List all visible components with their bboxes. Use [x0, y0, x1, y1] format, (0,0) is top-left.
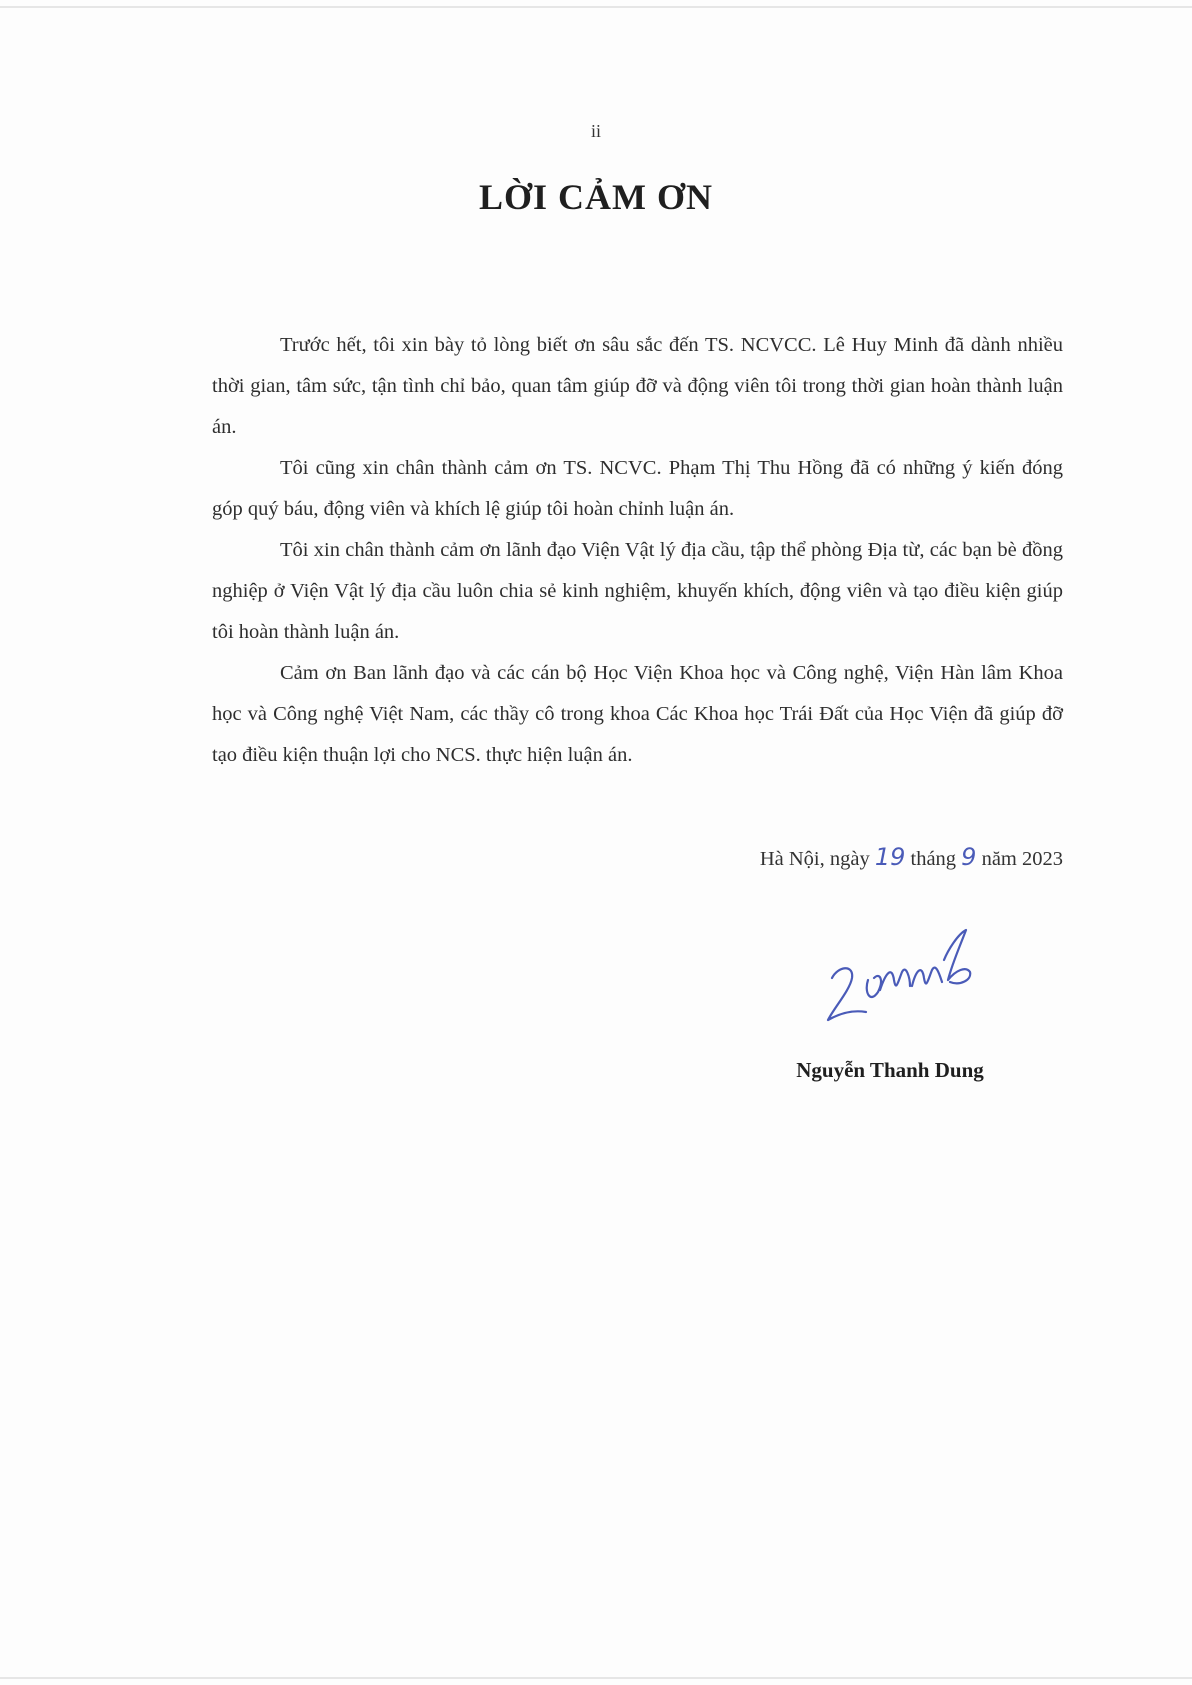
date-year: năm 2023 [981, 848, 1063, 870]
page-number: ii [590, 121, 601, 141]
scan-edge-bottom [0, 1677, 1192, 1679]
signer-name: Nguyễn Thanh Dung [796, 1058, 984, 1082]
paragraph: Trước hết, tôi xin bày tỏ lòng biết ơn sâu sắc đến TS. NCVCC. Lê Huy Minh đã dành nhiều thời gian, tâm sức, tận tình chỉ bảo, quan tâm giúp đỡ và động viên tôi trong thời gian hoàn thành luận án. [212, 334, 1063, 438]
signature-icon [820, 920, 990, 1030]
date-day-handwritten: 19 [874, 843, 906, 871]
page-title: LỜI CẢM ƠN [479, 177, 713, 217]
date-month-handwritten: 9 [961, 843, 977, 871]
scan-edge-top [0, 6, 1192, 8]
date-month-label: tháng [910, 848, 957, 870]
paragraph: Cảm ơn Ban lãnh đạo và các cán bộ Học Viện Khoa học và Công nghệ, Viện Hàn lâm Khoa học và Công nghệ Việt Nam, các thầy cô trong khoa Các Khoa học Trái Đất của Học Viện đã giúp đỡ tạo điều kiện thuận lợi cho NCS. thực hiện luận án. [212, 662, 1063, 766]
acknowledgement-body [212, 325, 1063, 776]
date-line [600, 843, 1063, 871]
paragraph: Tôi xin chân thành cảm ơn lãnh đạo Viện Vật lý địa cầu, tập thể phòng Địa từ, các bạn bè đồng nghiệp ở Viện Vật lý địa cầu luôn chia sẻ kinh nghiệm, khuyến khích, động viên và tạo điều kiện giúp tôi hoàn thành luận án. [212, 539, 1063, 643]
paragraph: Tôi cũng xin chân thành cảm ơn TS. NCVC. Phạm Thị Thu Hồng đã có những ý kiến đóng góp quý báu, động viên và khích lệ giúp tôi hoàn chỉnh luận án. [212, 457, 1063, 520]
date-prefix: Hà Nội, ngày [759, 848, 870, 870]
